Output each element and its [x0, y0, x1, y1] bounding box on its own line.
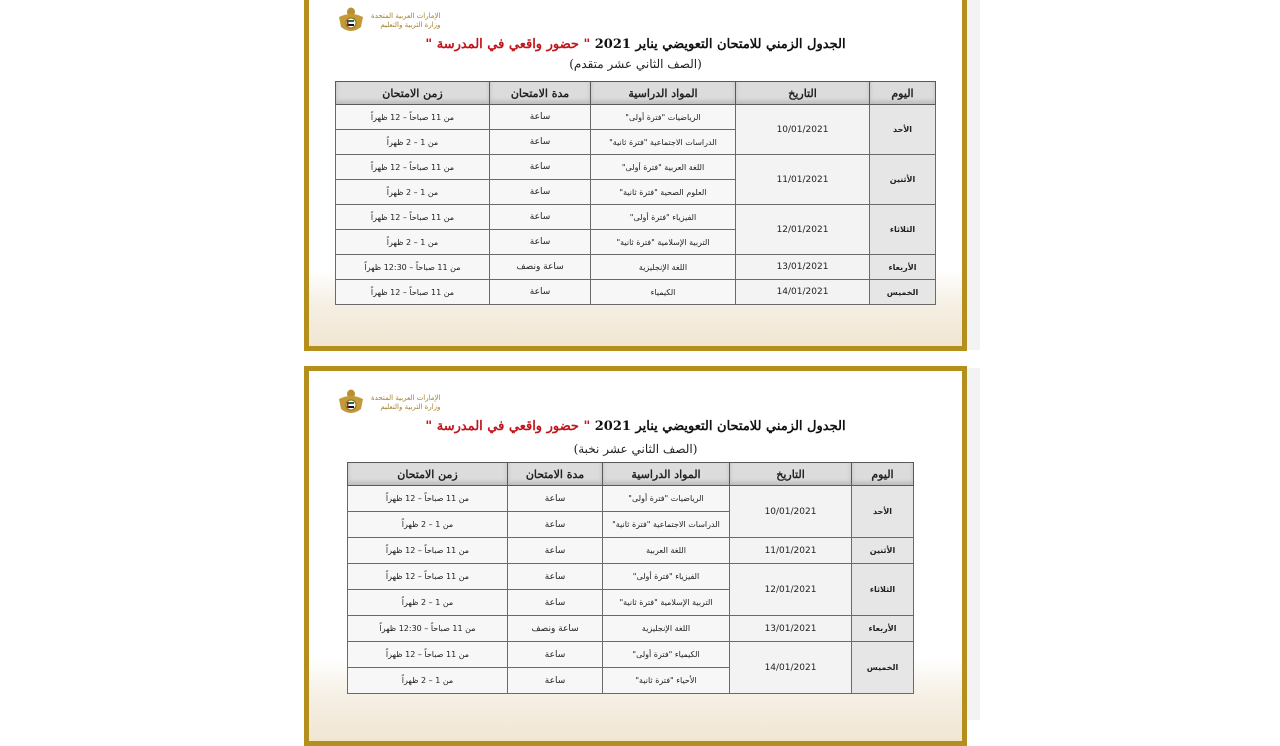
subject-cell: الكيمياء "فترة أولى": [603, 642, 730, 668]
subject-cell: الأحياء "فترة ثانية": [603, 668, 730, 694]
date-cell: 11/01/2021: [736, 155, 870, 205]
duration-cell: ساعة: [490, 230, 591, 255]
date-cell: 13/01/2021: [730, 616, 852, 642]
title-main: الجدول الزمني للامتحان التعويضي يناير 2021: [594, 419, 846, 434]
subject-cell: الفيزياء "فترة أولى": [591, 205, 736, 230]
schedule-panel-advanced: [304, 0, 967, 351]
table-row: [348, 642, 914, 668]
date-cell: 14/01/2021: [730, 642, 852, 694]
title-highlight: " حضور واقعي في المدرسة ": [425, 37, 591, 52]
header-row: [336, 82, 936, 105]
grade-subtitle: (الصف الثاني عشر نخبة): [573, 442, 698, 456]
col-time: زمن الامتحان: [348, 463, 508, 486]
table-row: [336, 205, 936, 230]
schedule-title: [309, 419, 962, 434]
subject-cell: العلوم الصحية "فترة ثانية": [591, 180, 736, 205]
duration-cell: ساعة ونصف: [490, 255, 591, 280]
table-row: [336, 105, 936, 130]
date-cell: 12/01/2021: [730, 564, 852, 616]
date-cell: 13/01/2021: [736, 255, 870, 280]
col-subject: المواد الدراسية: [603, 463, 730, 486]
col-day: اليوم: [852, 463, 914, 486]
table-row: [348, 564, 914, 590]
exam-schedule-table: [335, 81, 936, 305]
duration-cell: ساعة: [490, 180, 591, 205]
exam-schedule-table: [347, 462, 914, 694]
duration-cell: ساعة ونصف: [508, 616, 603, 642]
col-date: التاريخ: [730, 463, 852, 486]
date-cell: 11/01/2021: [730, 538, 852, 564]
table-row: [348, 538, 914, 564]
subject-cell: الرياضيات "فترة أولى": [603, 486, 730, 512]
day-cell: الخميس: [852, 642, 914, 694]
day-cell: الأحد: [870, 105, 936, 155]
ministry-line-2: وزارة التربية والتعليم: [380, 403, 441, 411]
duration-cell: ساعة: [490, 205, 591, 230]
day-cell: الأربعاء: [870, 255, 936, 280]
time-cell: من 1 – 2 ظهراً: [336, 180, 490, 205]
time-cell: من 1 – 2 ظهراً: [348, 590, 508, 616]
duration-cell: ساعة: [490, 280, 591, 305]
duration-cell: ساعة: [508, 486, 603, 512]
falcon-emblem-icon: [337, 387, 365, 419]
date-cell: 10/01/2021: [736, 105, 870, 155]
day-cell: الثلاثاء: [852, 564, 914, 616]
duration-cell: ساعة: [490, 155, 591, 180]
header-row: [348, 463, 914, 486]
duration-cell: ساعة: [508, 642, 603, 668]
subject-cell: الرياضيات "فترة أولى": [591, 105, 736, 130]
date-cell: 12/01/2021: [736, 205, 870, 255]
subject-cell: اللغة الإنجليزية: [591, 255, 736, 280]
table-row: [336, 280, 936, 305]
table-row: [336, 255, 936, 280]
subject-cell: اللغة العربية "فترة أولى": [591, 155, 736, 180]
subject-cell: الدراسات الاجتماعية "فترة ثانية": [591, 130, 736, 155]
col-time: زمن الامتحان: [336, 82, 490, 105]
time-cell: من 1 – 2 ظهراً: [336, 130, 490, 155]
col-date: التاريخ: [736, 82, 870, 105]
time-cell: من 11 صباحاً – 12 ظهراً: [348, 564, 508, 590]
subject-cell: التربية الإسلامية "فترة ثانية": [591, 230, 736, 255]
date-cell: 14/01/2021: [736, 280, 870, 305]
day-cell: الخميس: [870, 280, 936, 305]
time-cell: من 11 صباحاً – 12 ظهراً: [336, 280, 490, 305]
time-cell: من 11 صباحاً – 12 ظهراً: [348, 538, 508, 564]
subject-cell: الفيزياء "فترة أولى": [603, 564, 730, 590]
panel-shadow: [966, 0, 980, 350]
subject-cell: التربية الإسلامية "فترة ثانية": [603, 590, 730, 616]
col-duration: مدة الامتحان: [508, 463, 603, 486]
subject-cell: اللغة العربية: [603, 538, 730, 564]
day-cell: الأثنين: [870, 155, 936, 205]
time-cell: من 11 صباحاً – 12 ظهراً: [336, 105, 490, 130]
subject-cell: اللغة الإنجليزية: [603, 616, 730, 642]
duration-cell: ساعة: [490, 105, 591, 130]
time-cell: من 11 صباحاً – 12 ظهراً: [348, 486, 508, 512]
subject-cell: الكيمياء: [591, 280, 736, 305]
schedule-panel-elite: [304, 366, 967, 746]
time-cell: من 11 صباحاً – 12:30 ظهراً: [348, 616, 508, 642]
time-cell: من 11 صباحاً – 12 ظهراً: [336, 155, 490, 180]
col-duration: مدة الامتحان: [490, 82, 591, 105]
duration-cell: ساعة: [490, 130, 591, 155]
title-main: الجدول الزمني للامتحان التعويضي يناير 2021: [594, 37, 846, 52]
duration-cell: ساعة: [508, 512, 603, 538]
ministry-logo: [337, 387, 440, 419]
ministry-logo: [337, 5, 440, 37]
table-row: [348, 486, 914, 512]
subject-cell: الدراسات الاجتماعية "فترة ثانية": [603, 512, 730, 538]
time-cell: من 1 – 2 ظهراً: [336, 230, 490, 255]
ministry-line-1: الإمارات العربية المتحدة: [371, 394, 441, 402]
title-highlight: " حضور واقعي في المدرسة ": [425, 419, 591, 434]
duration-cell: ساعة: [508, 668, 603, 694]
panel-shadow: [966, 368, 980, 720]
time-cell: من 11 صباحاً – 12 ظهراً: [336, 205, 490, 230]
ministry-line-1: الإمارات العربية المتحدة: [371, 12, 441, 20]
ministry-line-2: وزارة التربية والتعليم: [380, 21, 441, 29]
time-cell: من 1 – 2 ظهراً: [348, 512, 508, 538]
falcon-emblem-icon: [337, 5, 365, 37]
day-cell: الأثنين: [852, 538, 914, 564]
duration-cell: ساعة: [508, 590, 603, 616]
day-cell: الثلاثاء: [870, 205, 936, 255]
time-cell: من 11 صباحاً – 12:30 ظهراً: [336, 255, 490, 280]
time-cell: من 11 صباحاً – 12 ظهراً: [348, 642, 508, 668]
col-day: اليوم: [870, 82, 936, 105]
day-cell: الأربعاء: [852, 616, 914, 642]
time-cell: من 1 – 2 ظهراً: [348, 668, 508, 694]
col-subject: المواد الدراسية: [591, 82, 736, 105]
table-row: [348, 616, 914, 642]
duration-cell: ساعة: [508, 564, 603, 590]
schedule-title: [309, 37, 962, 52]
grade-subtitle: (الصف الثاني عشر متقدم): [569, 57, 702, 71]
date-cell: 10/01/2021: [730, 486, 852, 538]
duration-cell: ساعة: [508, 538, 603, 564]
day-cell: الأحد: [852, 486, 914, 538]
table-row: [336, 155, 936, 180]
